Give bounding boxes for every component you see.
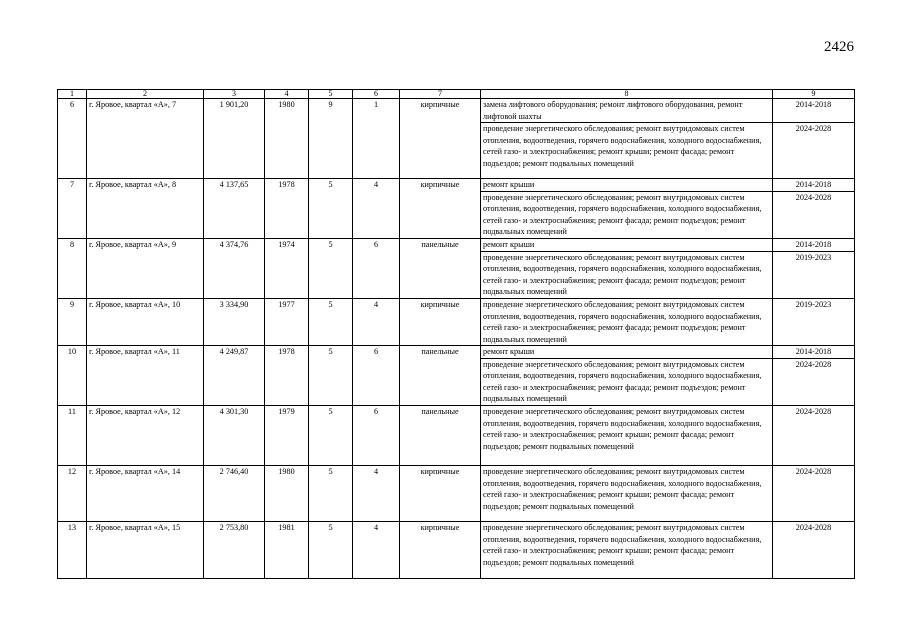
area-cell: 4 137,65 (204, 179, 265, 239)
work-item: проведение энергетического обследования; ремонт внутридомовых систем отопления, водоотведения, горячего водоснабжения, холодного водоснабжения, сетей газо- и электроснабжения; ремонт крыши; ремонт фасада; ремонт подъездов; ремонт подвальных помещений (483, 467, 762, 511)
floors-cell: 5 (309, 239, 353, 299)
entrances-cell: 4 (353, 299, 400, 346)
wall-material-cell: кирпичные (400, 299, 481, 346)
year-cell: 1977 (265, 299, 309, 346)
address-cell: г. Яровое, квартал «А», 9 (87, 239, 204, 299)
wall-material-cell: панельные (400, 239, 481, 299)
floors-cell: 5 (309, 406, 353, 466)
table-row (58, 179, 855, 239)
work-item: замена лифтового оборудования; ремонт лифтового оборудования, ремонт лифтовой шахты (481, 99, 772, 123)
column-number-cell: 9 (773, 90, 855, 99)
column-number-cell: 7 (400, 90, 481, 99)
floors-cell: 5 (309, 466, 353, 522)
wall-material-cell: кирпичные (400, 466, 481, 522)
column-number-cell: 1 (58, 90, 87, 99)
table-row (58, 299, 855, 346)
works-cell (481, 406, 773, 466)
address-cell: г. Яровое, квартал «А», 15 (87, 522, 204, 579)
row-number-cell: 8 (58, 239, 87, 299)
repair-schedule-table (57, 89, 855, 579)
works-cell (481, 466, 773, 522)
year-cell: 1978 (265, 179, 309, 239)
area-cell: 1 901,20 (204, 99, 265, 179)
works-cell (481, 346, 773, 406)
floors-cell: 5 (309, 179, 353, 239)
table-body (58, 90, 855, 579)
row-number-cell: 9 (58, 299, 87, 346)
period-item: 2014-2018 (773, 239, 854, 252)
year-cell: 1980 (265, 466, 309, 522)
table-row (58, 522, 855, 579)
entrances-cell: 6 (353, 346, 400, 406)
period-item: 2024-2028 (795, 360, 832, 369)
period-cell (773, 179, 855, 239)
entrances-cell: 1 (353, 99, 400, 179)
row-number-cell: 11 (58, 406, 87, 466)
area-cell: 2 753,80 (204, 522, 265, 579)
table-row (58, 99, 855, 179)
work-item: ремонт крыши (481, 179, 772, 192)
floors-cell: 9 (309, 99, 353, 179)
address-cell: г. Яровое, квартал «А», 7 (87, 99, 204, 179)
work-item: ремонт крыши (481, 239, 772, 252)
period-cell (773, 239, 855, 299)
work-item: проведение энергетического обследования; ремонт внутридомовых систем отопления, водоотведения, горячего водоснабжения, холодного водоснабжения, сетей газо- и электроснабжения; ремонт фасада; ремонт подъездов; ремонт подвальных помещений (483, 359, 762, 403)
address-cell: г. Яровое, квартал «А», 10 (87, 299, 204, 346)
works-cell (481, 179, 773, 239)
floors-cell: 5 (309, 522, 353, 579)
floors-cell: 5 (309, 346, 353, 406)
year-cell: 1978 (265, 346, 309, 406)
year-cell: 1974 (265, 239, 309, 299)
column-number-cell: 4 (265, 90, 309, 99)
column-number-cell: 5 (309, 90, 353, 99)
period-item: 2014-2018 (773, 99, 854, 123)
column-number-cell: 3 (204, 90, 265, 99)
area-cell: 4 249,87 (204, 346, 265, 406)
wall-material-cell: кирпичные (400, 522, 481, 579)
works-cell (481, 522, 773, 579)
column-number-cell: 2 (87, 90, 204, 99)
work-item: проведение энергетического обследования; ремонт внутридомовых систем отопления, водоотведения, горячего водоснабжения, холодного водоснабжения, сетей газо- и электроснабжения; ремонт крыши; ремонт фасада; ремонт подъездов; ремонт подвальных помещений (483, 124, 762, 168)
work-item: ремонт крыши (481, 346, 772, 359)
area-cell: 4 301,30 (204, 406, 265, 466)
column-number-row (58, 90, 855, 99)
address-cell: г. Яровое, квартал «А», 14 (87, 466, 204, 522)
wall-material-cell: панельные (400, 346, 481, 406)
row-number-cell: 13 (58, 522, 87, 579)
wall-material-cell: кирпичные (400, 179, 481, 239)
period-cell (773, 346, 855, 406)
year-cell: 1979 (265, 406, 309, 466)
period-cell (773, 299, 855, 346)
entrances-cell: 4 (353, 466, 400, 522)
period-cell (773, 99, 855, 179)
area-cell: 2 746,40 (204, 466, 265, 522)
works-cell (481, 239, 773, 299)
address-cell: г. Яровое, квартал «А», 11 (87, 346, 204, 406)
works-cell (481, 99, 773, 179)
column-number-cell: 8 (481, 90, 773, 99)
period-item: 2024-2028 (795, 193, 832, 202)
table-row (58, 406, 855, 466)
address-cell: г. Яровое, квартал «А», 8 (87, 179, 204, 239)
period-item: 2024-2028 (795, 467, 832, 476)
table-row (58, 239, 855, 299)
period-item: 2024-2028 (795, 523, 832, 532)
works-cell (481, 299, 773, 346)
period-item: 2019-2023 (795, 300, 832, 309)
area-cell: 3 334,90 (204, 299, 265, 346)
period-item: 2024-2028 (795, 124, 832, 133)
row-number-cell: 10 (58, 346, 87, 406)
address-cell: г. Яровое, квартал «А», 12 (87, 406, 204, 466)
entrances-cell: 4 (353, 179, 400, 239)
period-item: 2014-2018 (773, 346, 854, 359)
row-number-cell: 12 (58, 466, 87, 522)
floors-cell: 5 (309, 299, 353, 346)
period-cell (773, 522, 855, 579)
year-cell: 1981 (265, 522, 309, 579)
work-item: проведение энергетического обследования; ремонт внутридомовых систем отопления, водоотведения, горячего водоснабжения, холодного водоснабжения, сетей газо- и электроснабжения; ремонт фасада; ремонт подъездов; ремонт подвальных помещений (483, 192, 762, 236)
period-item: 2024-2028 (795, 407, 832, 416)
page-number: 2426 (824, 39, 854, 55)
row-number-cell: 6 (58, 99, 87, 179)
table-row (58, 466, 855, 522)
entrances-cell: 6 (353, 239, 400, 299)
work-item: проведение энергетического обследования; ремонт внутридомовых систем отопления, водоотведения, горячего водоснабжения, холодного водоснабжения, сетей газо- и электроснабжения; ремонт крыши; ремонт фасада; ремонт подъездов; ремонт подвальных помещений (483, 407, 762, 451)
area-cell: 4 374,76 (204, 239, 265, 299)
row-number-cell: 7 (58, 179, 87, 239)
column-number-cell: 6 (353, 90, 400, 99)
wall-material-cell: кирпичные (400, 99, 481, 179)
work-item: проведение энергетического обследования; ремонт внутридомовых систем отопления, водоотведения, горячего водоснабжения, холодного водоснабжения, сетей газо- и электроснабжения; ремонт крыши; ремонт фасада; ремонт подъездов; ремонт подвальных помещений (483, 523, 762, 567)
table-row (58, 346, 855, 406)
period-item: 2014-2018 (773, 179, 854, 192)
period-cell (773, 406, 855, 466)
work-item: проведение энергетического обследования; ремонт внутридомовых систем отопления, водоотведения, горячего водоснабжения, холодного водоснабжения, сетей газо- и электроснабжения; ремонт фасада; ремонт подъездов; ремонт подвальных помещений (483, 252, 762, 296)
work-item: проведение энергетического обследования; ремонт внутридомовых систем отопления, водоотведения, горячего водоснабжения, холодного водоснабжения, сетей газо- и электроснабжения; ремонт фасада; ремонт подъездов; ремонт подвальных помещений (483, 300, 762, 344)
wall-material-cell: панельные (400, 406, 481, 466)
period-item: 2019-2023 (795, 253, 832, 262)
entrances-cell: 6 (353, 406, 400, 466)
year-cell: 1980 (265, 99, 309, 179)
entrances-cell: 4 (353, 522, 400, 579)
period-cell (773, 466, 855, 522)
